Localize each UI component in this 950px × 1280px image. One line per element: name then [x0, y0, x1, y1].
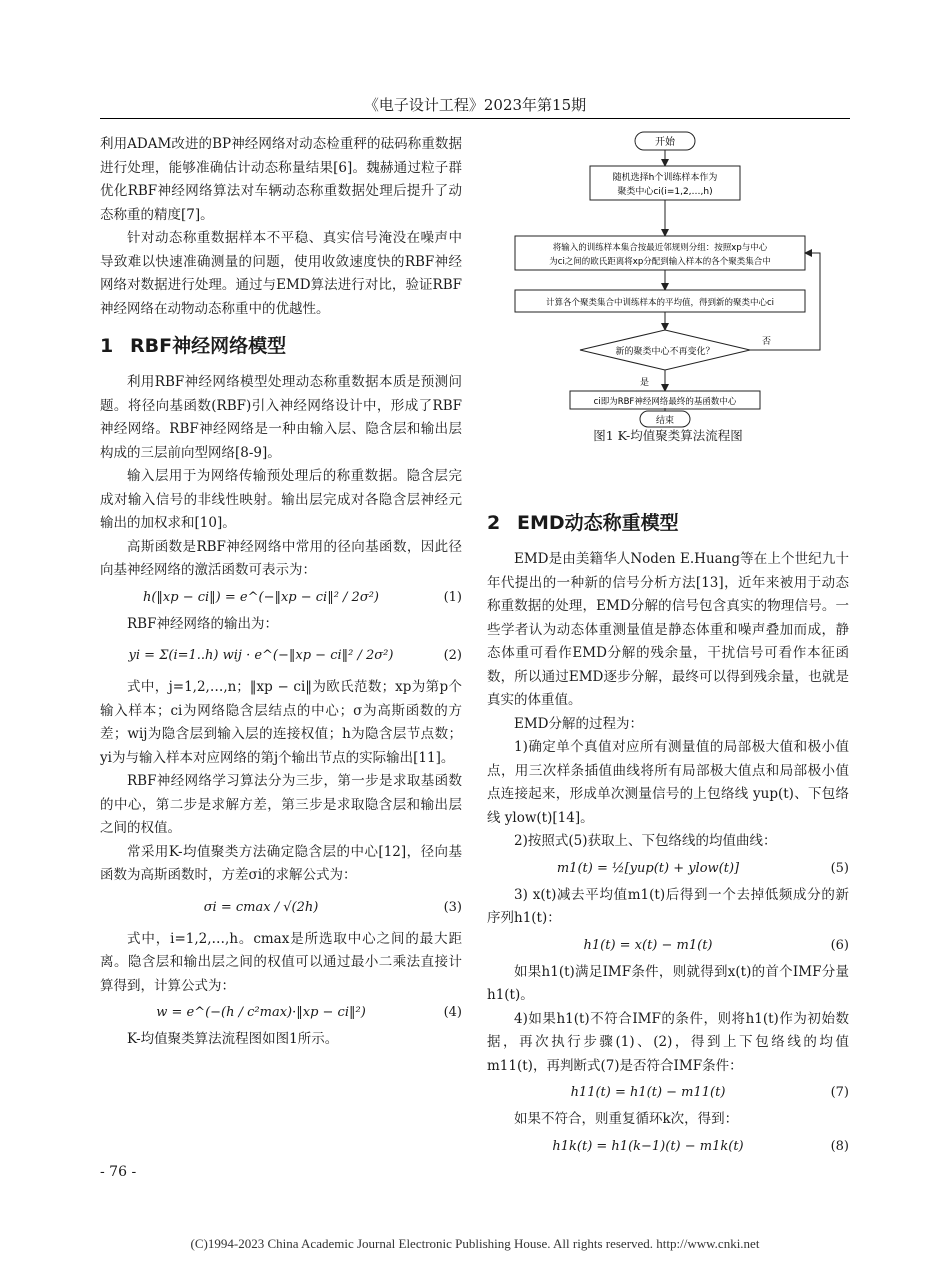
paragraph: 如果h1(t)满足IMF条件，则就得到x(t)的首个IMF分量h1(t)。 [487, 963, 849, 1003]
paragraph: 1)确定单个真值对应所有测量值的局部极大值和极小值点，用三次样条插值曲线将所有局部极大值点和局部极小值点连接起来，形成单次测量信号的上包络线 yup(t)、下包络线 ylow(t)[14]。 [487, 739, 849, 826]
right-column [487, 498, 849, 1162]
left-column [100, 133, 462, 1052]
flow-box-label: 为ci之间的欧氏距离将xp分配到输入样本的各个聚类集合中 [549, 257, 771, 267]
equation-expression: m1(t) = ½[yup(t) + ylow(t)] [556, 860, 740, 876]
paragraph: 式中，i=1,2,…,h。cmax是所选取中心之间的最大距离。隐含层和输出层之间的权值可以通过最小二乘法直接计算得到，计算公式为： [100, 930, 462, 994]
flow-start-label: 开始 [655, 137, 675, 148]
flow-box-label: 聚类中心ci(i=1,2,…,h) [617, 187, 713, 197]
flow-box-label: 计算各个聚类集合中训练样本的平均值，得到新的聚类中心ci [545, 298, 775, 308]
paragraph: 常采用K-均值聚类方法确定隐含层的中心[12]，径向基函数为高斯函数时，方差σi的求解公式为： [100, 843, 462, 883]
figure-caption: 图1 K-均值聚类算法流程图 [593, 428, 743, 443]
equation-6 [487, 931, 849, 961]
equation-expression: h1k(t) = h1(k−1)(t) − m1k(t) [552, 1138, 744, 1154]
paragraph: RBF神经网络学习算法分为三步，第一步是求取基函数的中心，第二步是求解方差，第三步是求取隐含层和输出层之间的权值。 [100, 773, 462, 836]
paragraph: 利用ADAM改进的BP神经网络对动态检重秤的砝码称重数据进行处理，能够准确估计动态称量结果[6]。魏赫通过粒子群优化RBF神经网络算法对车辆动态称重数据处理后提升了动态称重的精度[7]。 [100, 136, 462, 223]
paragraph: EMD是由美籍华人Noden E.Huang等在上个世纪九十年代提出的一种新的信号分析方法[13]，近年来被用于动态称重数据的处理，EMD分解的信号包含真实的物理信号。一些学者认为动态体重测量值是静态体重和噪声叠加而成，静态体重可看作EMD分解的残余量，干扰信号可看作本征函数，所以通过EMD逐步分解，最终可以得到残余量，也就是真实的体重值。 [487, 551, 849, 708]
equation-number: (5) [830, 860, 849, 876]
paragraph: EMD分解的过程为： [514, 715, 644, 732]
equation-4 [100, 998, 462, 1028]
equation-7 [487, 1078, 849, 1108]
copyright-footer: (C)1994-2023 China Academic Journal Electronic Publishing House. All rights reserved. http://www.cnki.net [190, 1236, 760, 1251]
paragraph: 高斯函数是RBF神经网络中常用的径向基函数，因此径向基神经网络的激活函数可表示为： [100, 538, 462, 578]
paragraph: 利用RBF神经网络模型处理动态称重数据本质是预测问题。将径向基函数(RBF)引入神经网络设计中，形成了RBF神经网络。RBF神经网络是一种由输入层、隐含层和输出层构成的三层前向型网络[8-9]。 [100, 374, 462, 461]
section-number: 1 [100, 335, 114, 357]
paragraph: 3) x(t)减去平均值m1(t)后得到一个去掉低频成分的新序列h1(t)： [487, 886, 849, 926]
equation-5 [487, 854, 849, 884]
paragraph: K-均值聚类算法流程图如图1所示。 [127, 1031, 339, 1047]
paragraph: 4)如果h1(t)不符合IMF的条件，则将h1(t)作为初始数据，再次执行步骤(1)、(2)，得到上下包络线的均值m11(t)，再判断式(7)是否符合IMF条件： [487, 1010, 849, 1074]
equation-2 [100, 636, 462, 676]
page-number: - 76 - [100, 1164, 137, 1180]
equation-expression: h1(t) = x(t) − m1(t) [583, 937, 713, 953]
equation-number: (1) [443, 589, 462, 605]
equation-number: (3) [443, 899, 462, 915]
paragraph: 如果不符合，则重复循环k次，得到： [514, 1111, 739, 1127]
flow-box-label: 随机选择h个训练样本作为 [612, 173, 718, 183]
equation-3 [100, 888, 462, 928]
equation-expression: h11(t) = h1(t) − m11(t) [570, 1085, 726, 1100]
section-title: EMD动态称重模型 [517, 512, 679, 534]
section-number: 2 [487, 512, 501, 534]
paragraph: 针对动态称重数据样本不平稳、真实信号淹没在噪声中导致难以快速准确测量的问题，使用收敛速度快的RBF神经网络对数据进行处理。通过与EMD算法进行对比，验证RBF神经网络在动物动态称重中的优越性。 [100, 230, 462, 317]
section-heading-2 [487, 506, 849, 540]
flow-yes-label: 是 [640, 378, 650, 388]
flow-end-label: 结束 [655, 416, 675, 426]
equation-number: (8) [830, 1138, 849, 1154]
flow-box-label: ci即为RBF神经网络最终的基函数中心 [593, 397, 737, 407]
equation-number: (7) [830, 1085, 849, 1100]
equation-1 [100, 583, 462, 613]
equation-expression: w = e^(−(h / c²max)·‖xp − ci‖²) [156, 1005, 366, 1020]
flow-no-label: 否 [762, 337, 772, 347]
paragraph: 式中，j=1,2,…,n；‖xp − ci‖为欧氏范数；xp为第p个输入样本；ci为网络隐含层结点的中心；σ为高斯函数的方差；wij为隐含层到输入层的连接权值；h为隐含层节点数；yi为与输入样本对应网络的第j个输出节点的实际输出[11]。 [100, 679, 462, 766]
flowchart-figure [500, 128, 850, 428]
journal-header: 《电子设计工程》2023年第15期 [363, 96, 587, 114]
equation-number: (6) [830, 937, 849, 953]
section-title: RBF神经网络模型 [130, 335, 287, 357]
flow-decision-label: 新的聚类中心不再变化？ [615, 347, 715, 357]
equation-number: (2) [443, 648, 462, 663]
equation-8 [487, 1132, 849, 1162]
equation-number: (4) [443, 1005, 462, 1020]
paragraph: 输入层用于为网络传输预处理后的称重数据。隐含层完成对输入信号的非线性映射。输出层完成对各隐含层神经元输出的加权求和[10]。 [100, 468, 462, 531]
equation-expression: σi = cmax / √(2h) [203, 899, 319, 915]
paragraph: RBF神经网络的输出为： [127, 615, 278, 632]
equation-expression: yi = Σ(i=1..h) wij · e^(−‖xp − ci‖² / 2σ²) [128, 648, 394, 663]
flow-box-label: 将输入的训练样本集合按最近邻规则分组：按照xp与中心 [552, 243, 768, 253]
header-rule [100, 118, 850, 119]
equation-expression: h(‖xp − ci‖) = e^(−‖xp − ci‖² / 2σ²) [142, 589, 379, 605]
paragraph: 2)按照式(5)获取上、下包络线的均值曲线： [514, 833, 777, 849]
section-heading-1 [100, 329, 462, 363]
